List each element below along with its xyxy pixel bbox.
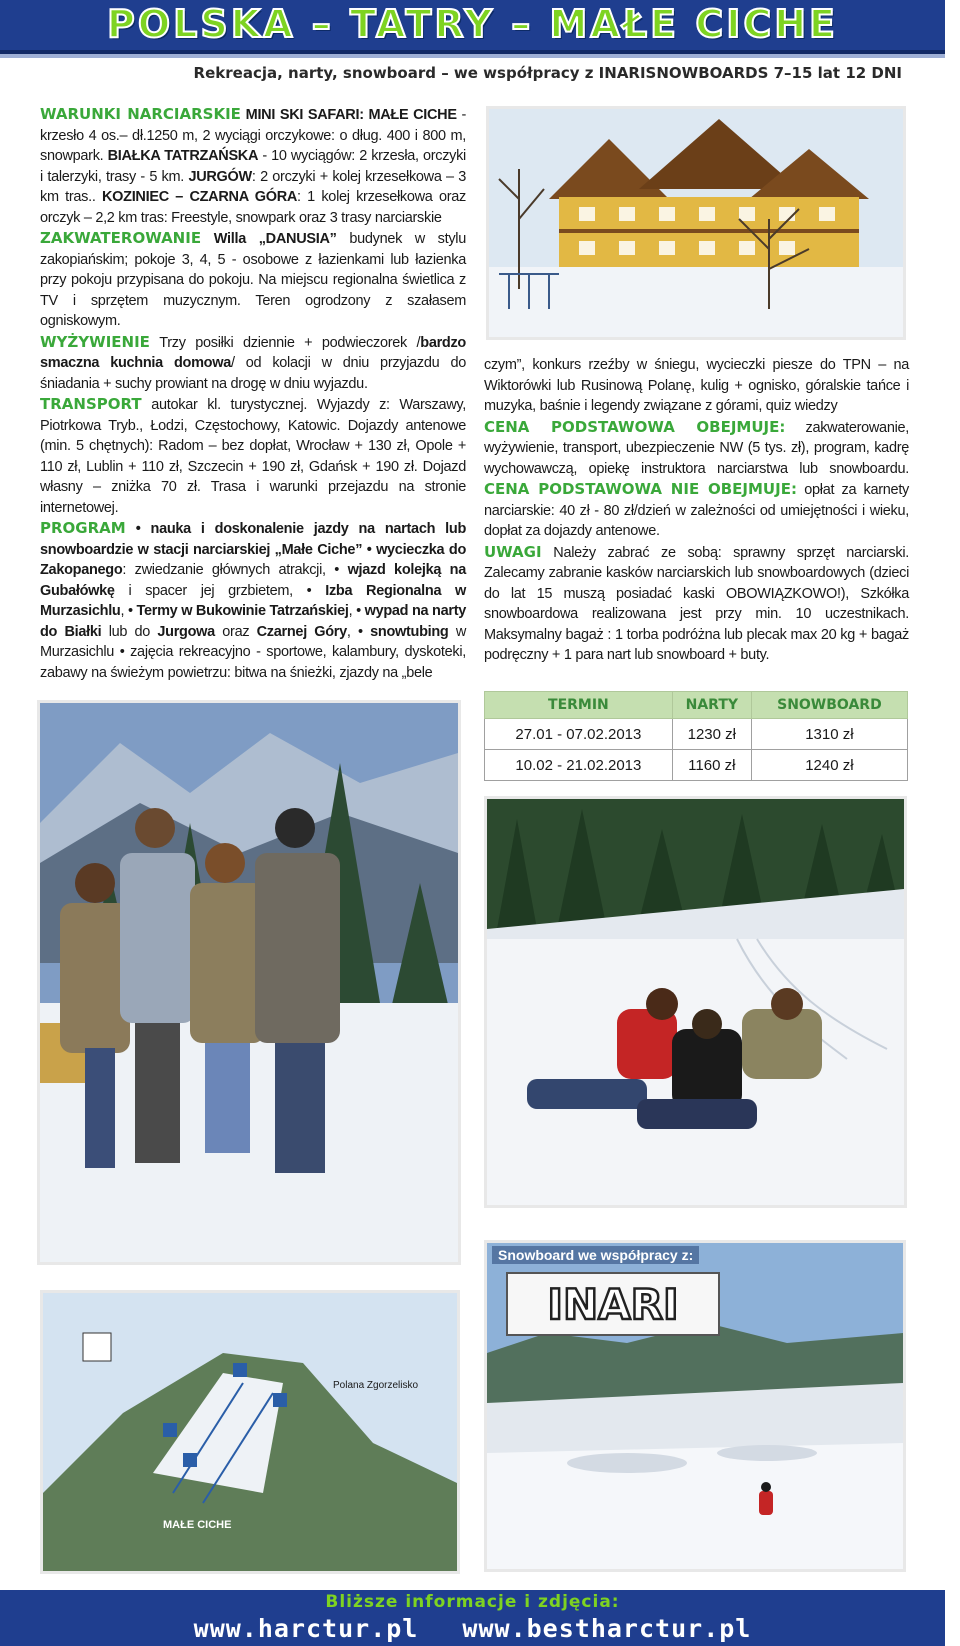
warunki-heading: WARUNKI NARCIARSKIE (40, 105, 241, 123)
program-text-2: i spacer jej grzbietem, • (114, 582, 326, 599)
footer-link-bestharctur[interactable]: www.bestharctur.pl (462, 1614, 752, 1643)
program-text-7: , • (346, 623, 371, 640)
wyzywienie-paragraph (40, 332, 466, 395)
left-text-column (40, 104, 466, 683)
table-header-narty: NARTY (672, 692, 751, 719)
program-continued: czym”, konkurs rzeźby w śniegu, wycieczki piesze do TPN – na Wiktorówki lub Rusinową Polanę, kulig + ognisko, góralskie tańce i muzyka, baśnie i legendy związane z górami, quiz wiedzy (484, 357, 909, 414)
table-row (485, 719, 908, 750)
transport-text: autokar kl. turystycznej. Wyjazdy z: Warszawy, Piotrkowa Tryb., Łodzi, Częstochowy, Katowic. Dojazdy antenowe (min. 5 chętnych): Radom – bez dopłat, Wrocław + 130 zł, Opole + 110 zł, Lublin + 110 zł, Szczecin + 190 zł, Gdańsk + 190 zł. Dojazd własny – zniżka 70 zł. Trasa i warunki przejazdu na stronie internetowej. (40, 397, 466, 516)
header-shadow (0, 54, 945, 58)
table-header-row (485, 692, 908, 719)
transport-paragraph (40, 394, 466, 518)
cena-nie-obejmuje-text: opłat za karnety narciarskie: 40 zł - 80 zł/dzień w zależności od umiejętności i wieku, dopłat za dojazdy antenowe. (484, 482, 909, 539)
program-text-5: lub do (101, 623, 158, 640)
inari-logo (506, 1272, 720, 1336)
uwagi-heading: UWAGI (484, 542, 542, 561)
wyzywienie-text-1: Trzy posiłki dziennie + podwieczorek / (149, 334, 421, 351)
page-subtitle: Rekreacja, narty, snowboard – we współpracy z INARISNOWBOARDS 7–15 lat 12 DNI (193, 64, 902, 82)
table-cell-narty: 1230 zł (672, 719, 751, 750)
page-title: POLSKA – TATRY – MAŁE CICHE (106, 2, 839, 46)
table-cell-termin: 27.01 - 07.02.2013 (485, 719, 673, 750)
program-text-6: oraz (214, 623, 257, 640)
program-bold-5: wypad na narty do Białki (40, 603, 466, 640)
table-cell-termin: 10.02 - 21.02.2013 (485, 750, 673, 781)
cena-obejmuje-heading: CENA PODSTAWOWA OBEJMUJE: (484, 417, 786, 436)
wyzywienie-text-2: / od kolacji w dniu przyjazdu do śniadania + suchy prowiant na drogę w dniu wyjazdu. (40, 355, 466, 392)
wyzywienie-bold: bardzo smaczna kuchnia domowa (40, 334, 466, 371)
warunki-text-1: - krzesło 4 os.– dł.1250 m, 2 wyciągi orczykowe: o dług. 400 i 800 m, snowpark. (40, 107, 466, 164)
warunki-text-3: : 2 orczyki + kolej krzesełkowa – 3 km tras.. (40, 168, 466, 205)
program-text-3: , • (120, 603, 137, 619)
footer-links (0, 1614, 945, 1643)
program-bold-1: • nauka i doskonalenie jazdy na nartach lub snowboardzie w stacji narciarskiej „Małe Ciche” • wycieczka do Zakopanego (40, 521, 466, 578)
table-cell-snowboard: 1310 zł (751, 719, 907, 750)
warunki-text-4: : 1 kolej krzesełkowa oraz orczyk – 2,2 km tras: Freestyle, snowpark oraz 3 trasy narciarskie (40, 189, 466, 226)
uwagi-text: Należy zabrać ze sobą: sprawny sprzęt narciarski. Zalecamy zabranie kasków narciarskich lub snowboardowych (dzieci do lat 15 muszą posiadać kaski OBOWIĄZKOWO!), Szkółka snowboardowa realizowana jest przy min. 10 uczestnikach. Maksymalny bagaż : 1 torba podróżna lub plecak max 20 kg + bagaż podręczny + 1 para nart lub snowboard + buty. (484, 544, 909, 663)
right-text-column (484, 355, 909, 666)
program-text-8-left: w Murzasichlu • zajęcia rekreacyjno - sportowe, kalambury, dyskoteki, zabawy na świeżym powietrzu: bitwa na śnieżki, zjazdy na „bele (40, 623, 467, 681)
zakwaterowanie-text: budynek w stylu zakopiańskim; pokoje 3, 4, 5 - osobowe z łazienkami lub łazienka przy pokoju przypisana do pokoju. Na miejscu regionalna świetlica z TV i sprzętem muzycznym. Teren ogrodzony z szałasem ogniskowym. (40, 231, 466, 329)
program-bold-8: snowtubing (370, 623, 449, 640)
table-cell-narty: 1160 zł (672, 750, 751, 781)
house-photo (486, 106, 906, 340)
program-bold-6: Jurgowa (157, 623, 215, 640)
snow-photo (484, 796, 907, 1208)
program-text-4: , • (348, 603, 365, 619)
inari-logo-text: INARI (547, 1280, 679, 1329)
warunki-text-2: - 10 wyciągów: 2 krzesła, orczyki i talerzyki, trasy - 5 km. (40, 148, 466, 185)
map-label-town: MAŁE CICHE (163, 1519, 232, 1531)
ski-map (40, 1290, 460, 1574)
footer-link-harctur[interactable]: www.harctur.pl (193, 1614, 419, 1643)
price-table (484, 691, 908, 781)
cena-nie-obejmuje-heading: CENA PODSTAWOWA NIE OBEJMUJE: (484, 480, 797, 498)
snowboard-caption: Snowboard we współpracy z: (492, 1246, 699, 1264)
program-bold-7: Czarnej Góry (256, 623, 347, 640)
program-bold-3: Izba Regionalna w Murzasichlu (40, 582, 466, 619)
cena-obejmuje-paragraph (484, 417, 909, 542)
transport-heading: TRANSPORT (40, 395, 142, 413)
warunki-lead: MINI SKI SAFARI: MAŁE CICHE (245, 107, 457, 123)
program-bold-2: wjazd kolejką na Gubałówkę (40, 562, 466, 599)
cena-obejmuje-text: zakwaterowanie, wyżywienie, transport, ubezpieczenie NW (5 tys. zł), program, kadrę wychowawczą, opiekę instruktora narciarstwa lub snowboardu. (484, 419, 909, 477)
table-header-termin: TERMIN (485, 692, 673, 719)
warunki-paragraph (40, 104, 466, 228)
warunki-jurgow: JURGÓW (188, 168, 252, 185)
zakwaterowanie-villa: Willa „DANUSIA” (201, 231, 337, 247)
group-photo (37, 700, 461, 1265)
warunki-koziniec: KOZINIEC – CZARNA GÓRA (101, 189, 298, 205)
table-cell-snowboard: 1240 zł (751, 750, 907, 781)
program-text-1: : zwiedzanie głównych atrakcji, • (122, 562, 348, 578)
program-heading: PROGRAM (40, 519, 126, 537)
table-row (485, 750, 908, 781)
zakwaterowanie-heading: ZAKWATEROWANIE (40, 229, 202, 247)
inari-logo-icon (515, 1279, 711, 1329)
program-paragraph (40, 518, 466, 683)
wyzywienie-heading: WYŻYWIENIE (40, 332, 150, 351)
zakwaterowanie-paragraph (40, 228, 466, 332)
table-header-snowboard: SNOWBOARD (751, 692, 907, 719)
warunki-bialka: BIAŁKA TATRZAŃSKA (107, 148, 259, 164)
footer-label: Bliższe informacje i zdjęcia: (325, 1592, 620, 1612)
program-bold-4: Termy w Bukowinie Tatrzańskiej (136, 603, 349, 619)
map-label-polana: Polana Zgorzelisko (333, 1380, 419, 1391)
uwagi-paragraph (484, 542, 909, 666)
